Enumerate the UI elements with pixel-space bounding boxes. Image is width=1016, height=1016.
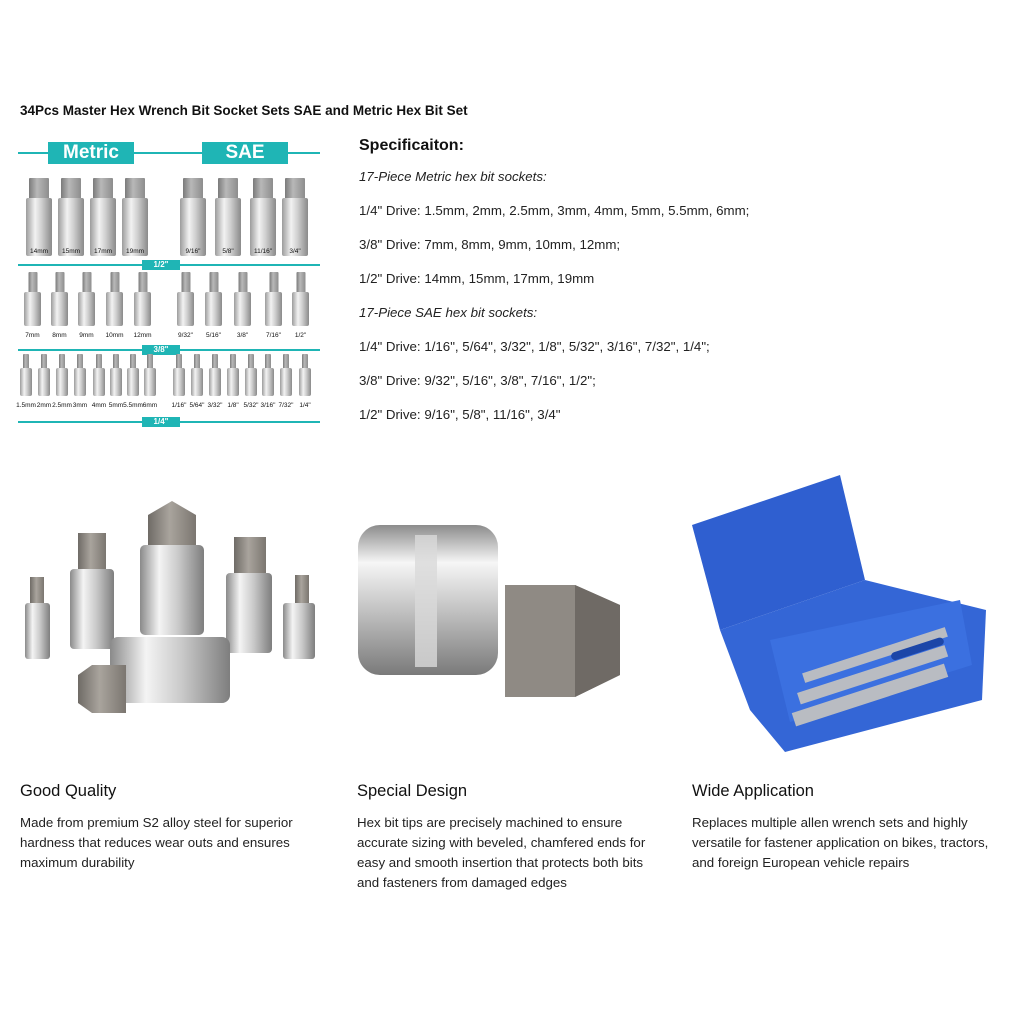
socket-size-label: 6mm (142, 402, 158, 409)
hex-bit-socket (127, 354, 139, 396)
hex-bit-socket (110, 354, 122, 396)
socket-body (205, 292, 222, 326)
hex-bit-socket (51, 272, 68, 326)
half-drive-tag: 1/2" (142, 260, 180, 270)
feature-title: Wide Application (692, 782, 814, 800)
metric-half-drive: 1/2" Drive: 14mm, 15mm, 17mm, 19mm (359, 271, 595, 286)
socket-size-label: 1/4" (299, 402, 311, 409)
socket-body (209, 368, 221, 396)
hex-bit-socket (250, 178, 276, 256)
socket-size-label: 19mm (125, 248, 145, 255)
socket-body (265, 292, 282, 326)
hex-bit-socket (56, 354, 68, 396)
hex-bit-socket (173, 354, 185, 396)
socket-body (110, 368, 122, 396)
feature-good-quality (20, 782, 320, 873)
metric-heading: 17-Piece Metric hex bit sockets: (359, 169, 547, 184)
socket-size-label: 4mm (91, 402, 107, 409)
socket-body (78, 292, 95, 326)
metric-three-eighths-drive: 3/8" Drive: 7mm, 8mm, 9mm, 10mm, 12mm; (359, 237, 621, 252)
socket-body (280, 368, 292, 396)
socket-body (292, 292, 309, 326)
socket-body (38, 368, 50, 396)
socket-body (106, 292, 123, 326)
socket-size-label: 5.5mm (123, 402, 143, 409)
feature-text: Made from premium S2 alloy steel for superior hardness that reduces wear outs and ensures maximum durability (20, 815, 293, 870)
socket-size-label: 1.5mm (16, 402, 36, 409)
hex-bit-socket (26, 178, 52, 256)
metric-quarter-drive: 1/4" Drive: 1.5mm, 2mm, 2.5mm, 3mm, 4mm, 5mm, 5.5mm, 6mm; (359, 203, 750, 218)
hex-bit-socket (180, 178, 206, 256)
socket-size-label: 5/8" (222, 248, 234, 255)
quarter-drive-tag: 1/4" (142, 417, 180, 427)
socket-size-label: 5/16" (206, 332, 221, 339)
sockets-group-photo (20, 485, 320, 720)
hex-bit-socket (106, 272, 123, 326)
socket-body (24, 292, 41, 326)
socket-size-label: 3/16" (260, 402, 276, 409)
hex-bit-socket (122, 178, 148, 256)
socket-size-label: 7/32" (278, 402, 294, 409)
hex-bit-socket (299, 354, 311, 396)
socket-size-label: 11/16" (253, 248, 273, 255)
hex-bit-socket (144, 354, 156, 396)
socket-body (20, 368, 32, 396)
hex-bit-socket (58, 178, 84, 256)
spec-heading: Specificaiton: (359, 137, 464, 154)
hex-bit-socket (191, 354, 203, 396)
hex-bit-socket (24, 272, 41, 326)
sae-quarter-drive: 1/4" Drive: 1/16", 5/64", 3/32", 1/8", 5/32", 3/16", 7/32", 1/4"; (359, 339, 710, 354)
hex-bit-socket (177, 272, 194, 326)
hex-bit-socket (280, 354, 292, 396)
socket-size-label: 8mm (52, 332, 67, 339)
socket-size-label: 1/16" (171, 402, 187, 409)
hex-bit-socket (227, 354, 239, 396)
socket-body (173, 368, 185, 396)
socket-body (127, 368, 139, 396)
socket-size-label: 5/32" (243, 402, 259, 409)
hex-bit-socket (134, 272, 151, 326)
socket-size-label: 7/16" (266, 332, 281, 339)
socket-body (234, 292, 251, 326)
socket-body (299, 368, 311, 396)
socket-body (177, 292, 194, 326)
socket-size-label: 5/64" (189, 402, 205, 409)
socket-body (51, 292, 68, 326)
socket-size-label: 3/4" (289, 248, 301, 255)
socket-body (262, 368, 274, 396)
socket-body (144, 368, 156, 396)
specification-section (359, 137, 999, 439)
hex-bit-socket (262, 354, 274, 396)
hex-bit-socket (245, 354, 257, 396)
hex-bit-socket (209, 354, 221, 396)
socket-size-label: 2.5mm (52, 402, 72, 409)
socket-body (245, 368, 257, 396)
socket-size-label: 17mm (93, 248, 113, 255)
hex-bit-socket (38, 354, 50, 396)
single-socket-photo (355, 515, 505, 715)
socket-size-label: 1/2" (294, 332, 307, 339)
socket-size-label: 7mm (25, 332, 40, 339)
hex-bit-socket (215, 178, 241, 256)
socket-size-label: 1/8" (227, 402, 239, 409)
hex-bit-socket (282, 178, 308, 256)
socket-body (134, 292, 151, 326)
hex-bit-socket (265, 272, 282, 326)
socket-size-label: 15mm (61, 248, 81, 255)
socket-size-label: 14mm (29, 248, 49, 255)
socket-size-label: 9mm (79, 332, 94, 339)
blue-case-photo (690, 460, 988, 755)
hex-bit-socket (205, 272, 222, 326)
socket-size-label: 5mm (108, 402, 124, 409)
sae-tag: SAE (202, 142, 288, 164)
sae-heading: 17-Piece SAE hex bit sockets: (359, 305, 538, 320)
feature-title: Good Quality (20, 782, 117, 800)
socket-hex-tip (505, 575, 625, 700)
socket-size-label: 9/32" (178, 332, 193, 339)
socket-size-label: 2mm (36, 402, 52, 409)
socket-size-label: 12mm (133, 332, 152, 339)
sae-half-drive: 1/2" Drive: 9/16", 5/8", 11/16", 3/4" (359, 407, 561, 422)
feature-wide-application (692, 782, 997, 873)
sae-three-eighths-drive: 3/8" Drive: 9/32", 5/16", 3/8", 7/16", 1/2"; (359, 373, 596, 388)
feature-title: Special Design (357, 782, 468, 800)
socket-body (56, 368, 68, 396)
socket-size-label: 3mm (72, 402, 88, 409)
socket-size-label: 9/16" (185, 248, 201, 255)
metric-tag: Metric (48, 142, 134, 164)
hex-bit-socket (90, 178, 116, 256)
socket-size-label: 10mm (105, 332, 124, 339)
socket-body (93, 368, 105, 396)
socket-body (227, 368, 239, 396)
feature-special-design (357, 782, 657, 893)
hex-bit-socket (78, 272, 95, 326)
hex-bit-socket (20, 354, 32, 396)
feature-text: Replaces multiple allen wrench sets and highly versatile for fastener application on bikes, tractors, and foreign European vehicle repairs (692, 815, 989, 870)
hex-bit-socket (93, 354, 105, 396)
hex-bit-socket (292, 272, 309, 326)
feature-text: Hex bit tips are precisely machined to ensure accurate sizing with beveled, chamfered ends for easy and smooth insertion that protects both bits and fasteners from damaged edges (357, 815, 646, 890)
hex-bit-socket (74, 354, 86, 396)
socket-size-label: 3/8" (236, 332, 249, 339)
three-eighths-drive-tag: 3/8" (142, 345, 180, 355)
hex-bit-socket (234, 272, 251, 326)
socket-size-label: 3/32" (207, 402, 223, 409)
page-title: 34Pcs Master Hex Wrench Bit Socket Sets SAE and Metric Hex Bit Set (20, 103, 468, 118)
socket-body (74, 368, 86, 396)
socket-set-image (18, 140, 320, 432)
socket-body (191, 368, 203, 396)
